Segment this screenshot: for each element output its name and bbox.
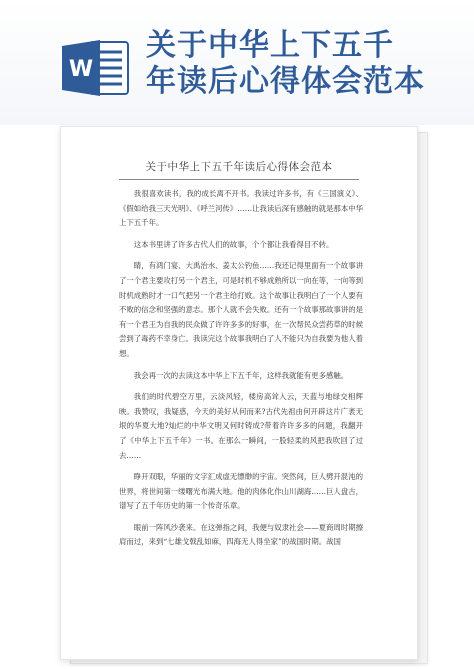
- paragraph: 我们的时代碧空万里，云淡风轻，楼房高耸入云，天蓝与地绿交相辉映。我赞叹，我疑惑，今天的美好从何而来?古代先祖由何开辟这片广袤无垠的华夏大地?灿烂的中华文明又何时铸成?带着许许多多的问题，我翻开了《中华上下五千年》一书。在那么一瞬间，一股轻柔的风把我吹回了过去……: [119, 392, 363, 460]
- paragraph: 睁开双眼，华丽的文字汇成虚无缥缈的宇宙。突然间，巨人劈开混沌的世界，将世间第一缕曙光布满大地。他的肉体化作山川湖海……巨人盘古，谱写了五千年历史的第一个传奇乐章。: [119, 472, 363, 511]
- document-heading: 关于中华上下五千年读后心得体会范本: [145, 161, 333, 173]
- paragraph: 睛，有鸿门宴、大禹治水、姜太公钓鱼……我还记得里面有一个故事讲了一个君主要攻打另一个君主，可是时机不够成熟所以一向在等，一向等到时机成熟时才一口气把另一个君主给打败。这个故事让我明白了一个人要有不败的信念和坚强的意志。那个人就不会失败。还有一个故事那故事讲的是有一个君王为自我的民众做了许许多多的好事，在一次帮民众尝药草的时候尝到了毒药不幸身亡。我读完这个故事我明白了人不能只为自我要为他人着想。: [119, 261, 363, 358]
- heading-divider: [119, 179, 359, 180]
- paragraph: 眼前一阵风沙袭来。在这弹指之间，我便与奴隶社会——夏商周时期擦肩而过，来到“七雄戈戟乱如麻，四海无人得坐家”的战国时期。战国: [119, 522, 363, 547]
- paragraph: 我会再一次的去读这本中华上下五千年，这样我就能有更多感触。: [133, 370, 349, 380]
- paragraph: 我很喜欢读书，我的成长离不开书。我读过许多书，有《三国演义》、《假如给我三天光明》、《呼兰河传》……让我读后深有感触的就是那本中华上下五千年。: [119, 189, 363, 228]
- word-icon-letter: W: [68, 57, 94, 82]
- document-body: [119, 187, 363, 557]
- paragraph: 这本书里讲了许多古代人们的故事，个个都让我看得目不转。: [133, 239, 334, 249]
- document-preview: [60, 126, 426, 664]
- page-title-line-2: 年读后心得体会范本: [146, 64, 425, 99]
- page-title-line-1: 关于中华上下五千: [146, 28, 394, 63]
- page-title: [146, 28, 466, 100]
- header-banner: [0, 0, 474, 125]
- document-page: [60, 126, 418, 660]
- word-doc-icon: [60, 38, 132, 98]
